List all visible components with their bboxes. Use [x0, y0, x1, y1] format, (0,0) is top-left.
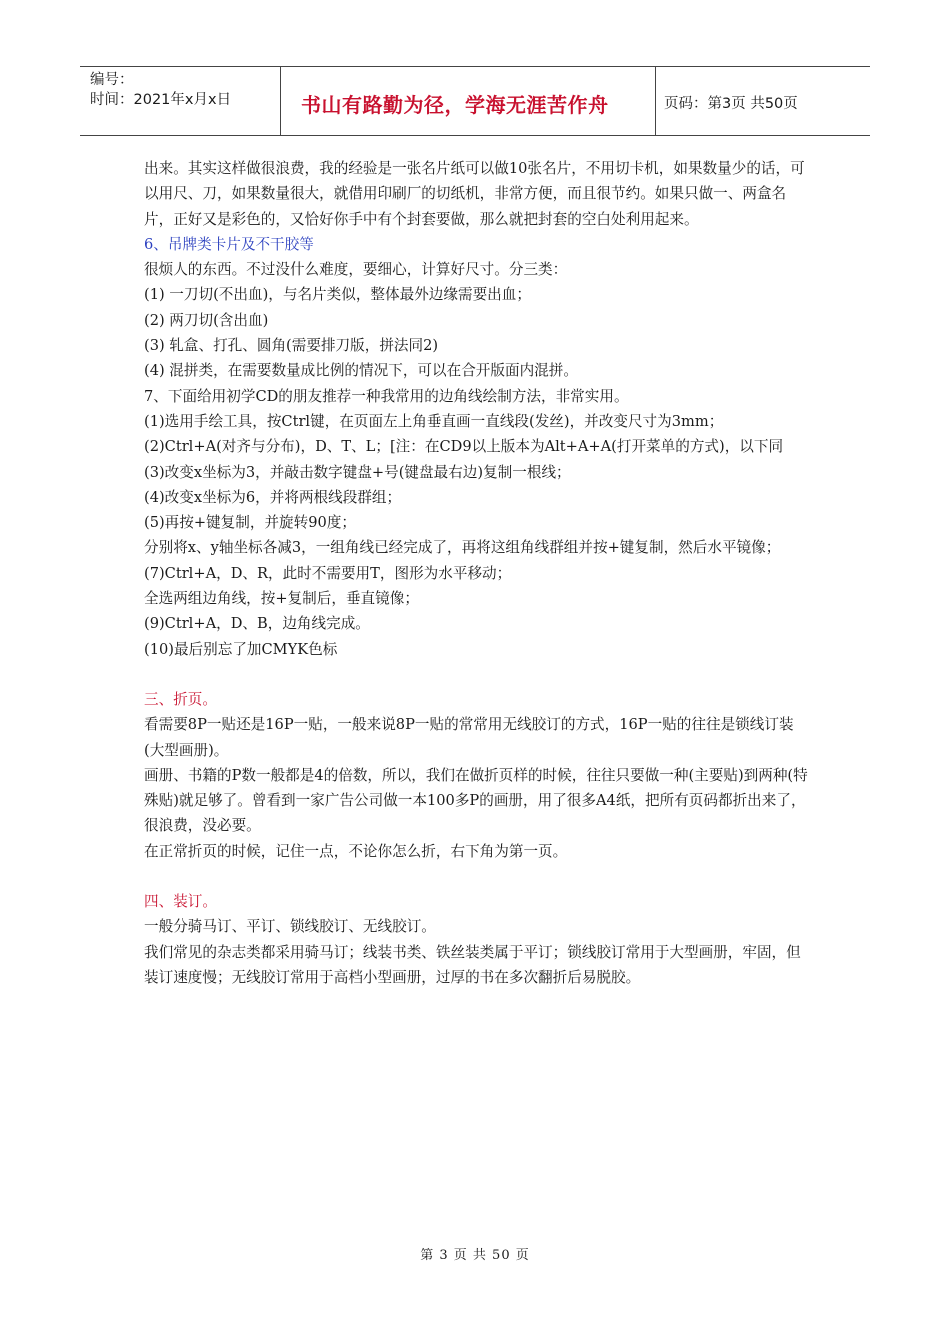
header-motto: 书山有路勤为径，学海无涯苦作舟 [281, 67, 656, 135]
paragraph-spacer [144, 864, 810, 889]
page-header [80, 66, 870, 136]
body-paragraph: (1) 一刀切(不出血)，与名片类似，整体最外边缘需要出血； [144, 286, 531, 304]
body-paragraph: (10)最后别忘了加CMYK色标 [144, 640, 338, 658]
document-body [144, 156, 810, 990]
body-paragraph: 很烦人的东西。不过没什么难度，要细心，计算好尺寸。分三类： [144, 261, 568, 279]
body-paragraph: 画册、书籍的P数一般都是4的倍数，所以，我们在做折页样的时候，往往只要做一种(主要贴)到两种(特殊贴)就足够了。曾看到一家广告公司做一本100多P的画册，用了很多A4纸，把所有页码都折出来了，很浪费，没必要。 [144, 766, 808, 835]
body-paragraph: (5)再按+键复制，并旋转90度； [144, 514, 357, 532]
document-number-label: 编号： [90, 72, 134, 88]
body-paragraph: (3)改变x坐标为3，并敲击数字键盘+号(键盘最右边)复制一根线； [144, 463, 571, 481]
body-paragraph: (2) 两刀切(含出血) [144, 311, 269, 329]
body-paragraph: (3) 轧盒、打孔、圆角(需要排刀版，拼法同2) [144, 337, 439, 355]
body-paragraph: 我们常见的杂志类都采用骑马订；线装书类、铁丝装类属于平订；锁线胶订常用于大型画册，牢固，但装订速度慢；无线胶订常用于高档小型画册，过厚的书在多次翻折后易脱胶。 [144, 943, 801, 986]
header-page-info: 页码：第3页 共50页 [664, 95, 798, 112]
body-paragraph: (2)Ctrl+A(对齐与分布)，D、T、L；[注：在CD9以上版本为Alt+A+A(打开菜单的方式)，以下同 [144, 438, 784, 456]
body-paragraph: 出来。其实这样做很浪费，我的经验是一张名片纸可以做10张名片，不用切卡机，如果数量少的话，可以用尺、刀，如果数量很大，就借用印刷厂的切纸机，非常方便，而且很节约。如果只做一、两盒名片，正好又是彩色的，又恰好你手中有个封套要做，那么就把封套的空白处利用起来。 [144, 160, 805, 228]
subsection-heading: 6、吊牌类卡片及不干胶等 [144, 235, 314, 253]
body-paragraph: 全选两组边角线，按+复制后，垂直镜像； [144, 590, 419, 608]
body-paragraph: 分别将x、y轴坐标各减3，一组角线已经完成了，再将这组角线群组并按+键复制，然后水平镜像； [144, 539, 781, 557]
body-paragraph: (1)选用手绘工具，按Ctrl键，在页面左上角垂直画一直线段(发丝)，并改变尺寸为3mm； [144, 412, 724, 430]
body-paragraph: (7)Ctrl+A，D、R，此时不需要用T，图形为水平移动； [144, 564, 512, 582]
body-paragraph: 7、下面给用初学CD的朋友推荐一种我常用的边角线绘制方法，非常实用。 [144, 387, 629, 405]
header-meta [80, 67, 281, 135]
body-paragraph: 一般分骑马订、平订、锁线胶订、无线胶订。 [144, 918, 436, 936]
section-heading: 三、折页。 [144, 690, 217, 708]
body-paragraph: 在正常折页的时候，记住一点，不论你怎么折，右下角为第一页。 [144, 842, 568, 860]
body-paragraph: (4)改变x坐标为6，并将两根线段群组； [144, 488, 402, 506]
body-paragraph: (4) 混拼类，在需要数量成比例的情况下，可以在合开版面内混拼。 [144, 362, 578, 380]
section-heading: 四、装订。 [144, 893, 217, 911]
document-date-label: 时间：2021年x月x日 [90, 92, 232, 108]
body-paragraph: (9)Ctrl+A，D、B，边角线完成。 [144, 615, 370, 633]
body-paragraph: 看需要8P一贴还是16P一贴，一般来说8P一贴的常常用无线胶订的方式，16P一贴的往往是锁线订装(大型画册)。 [144, 716, 794, 759]
paragraph-spacer [144, 662, 810, 687]
page-footer: 第 3 页 共 50 页 [420, 1248, 530, 1263]
